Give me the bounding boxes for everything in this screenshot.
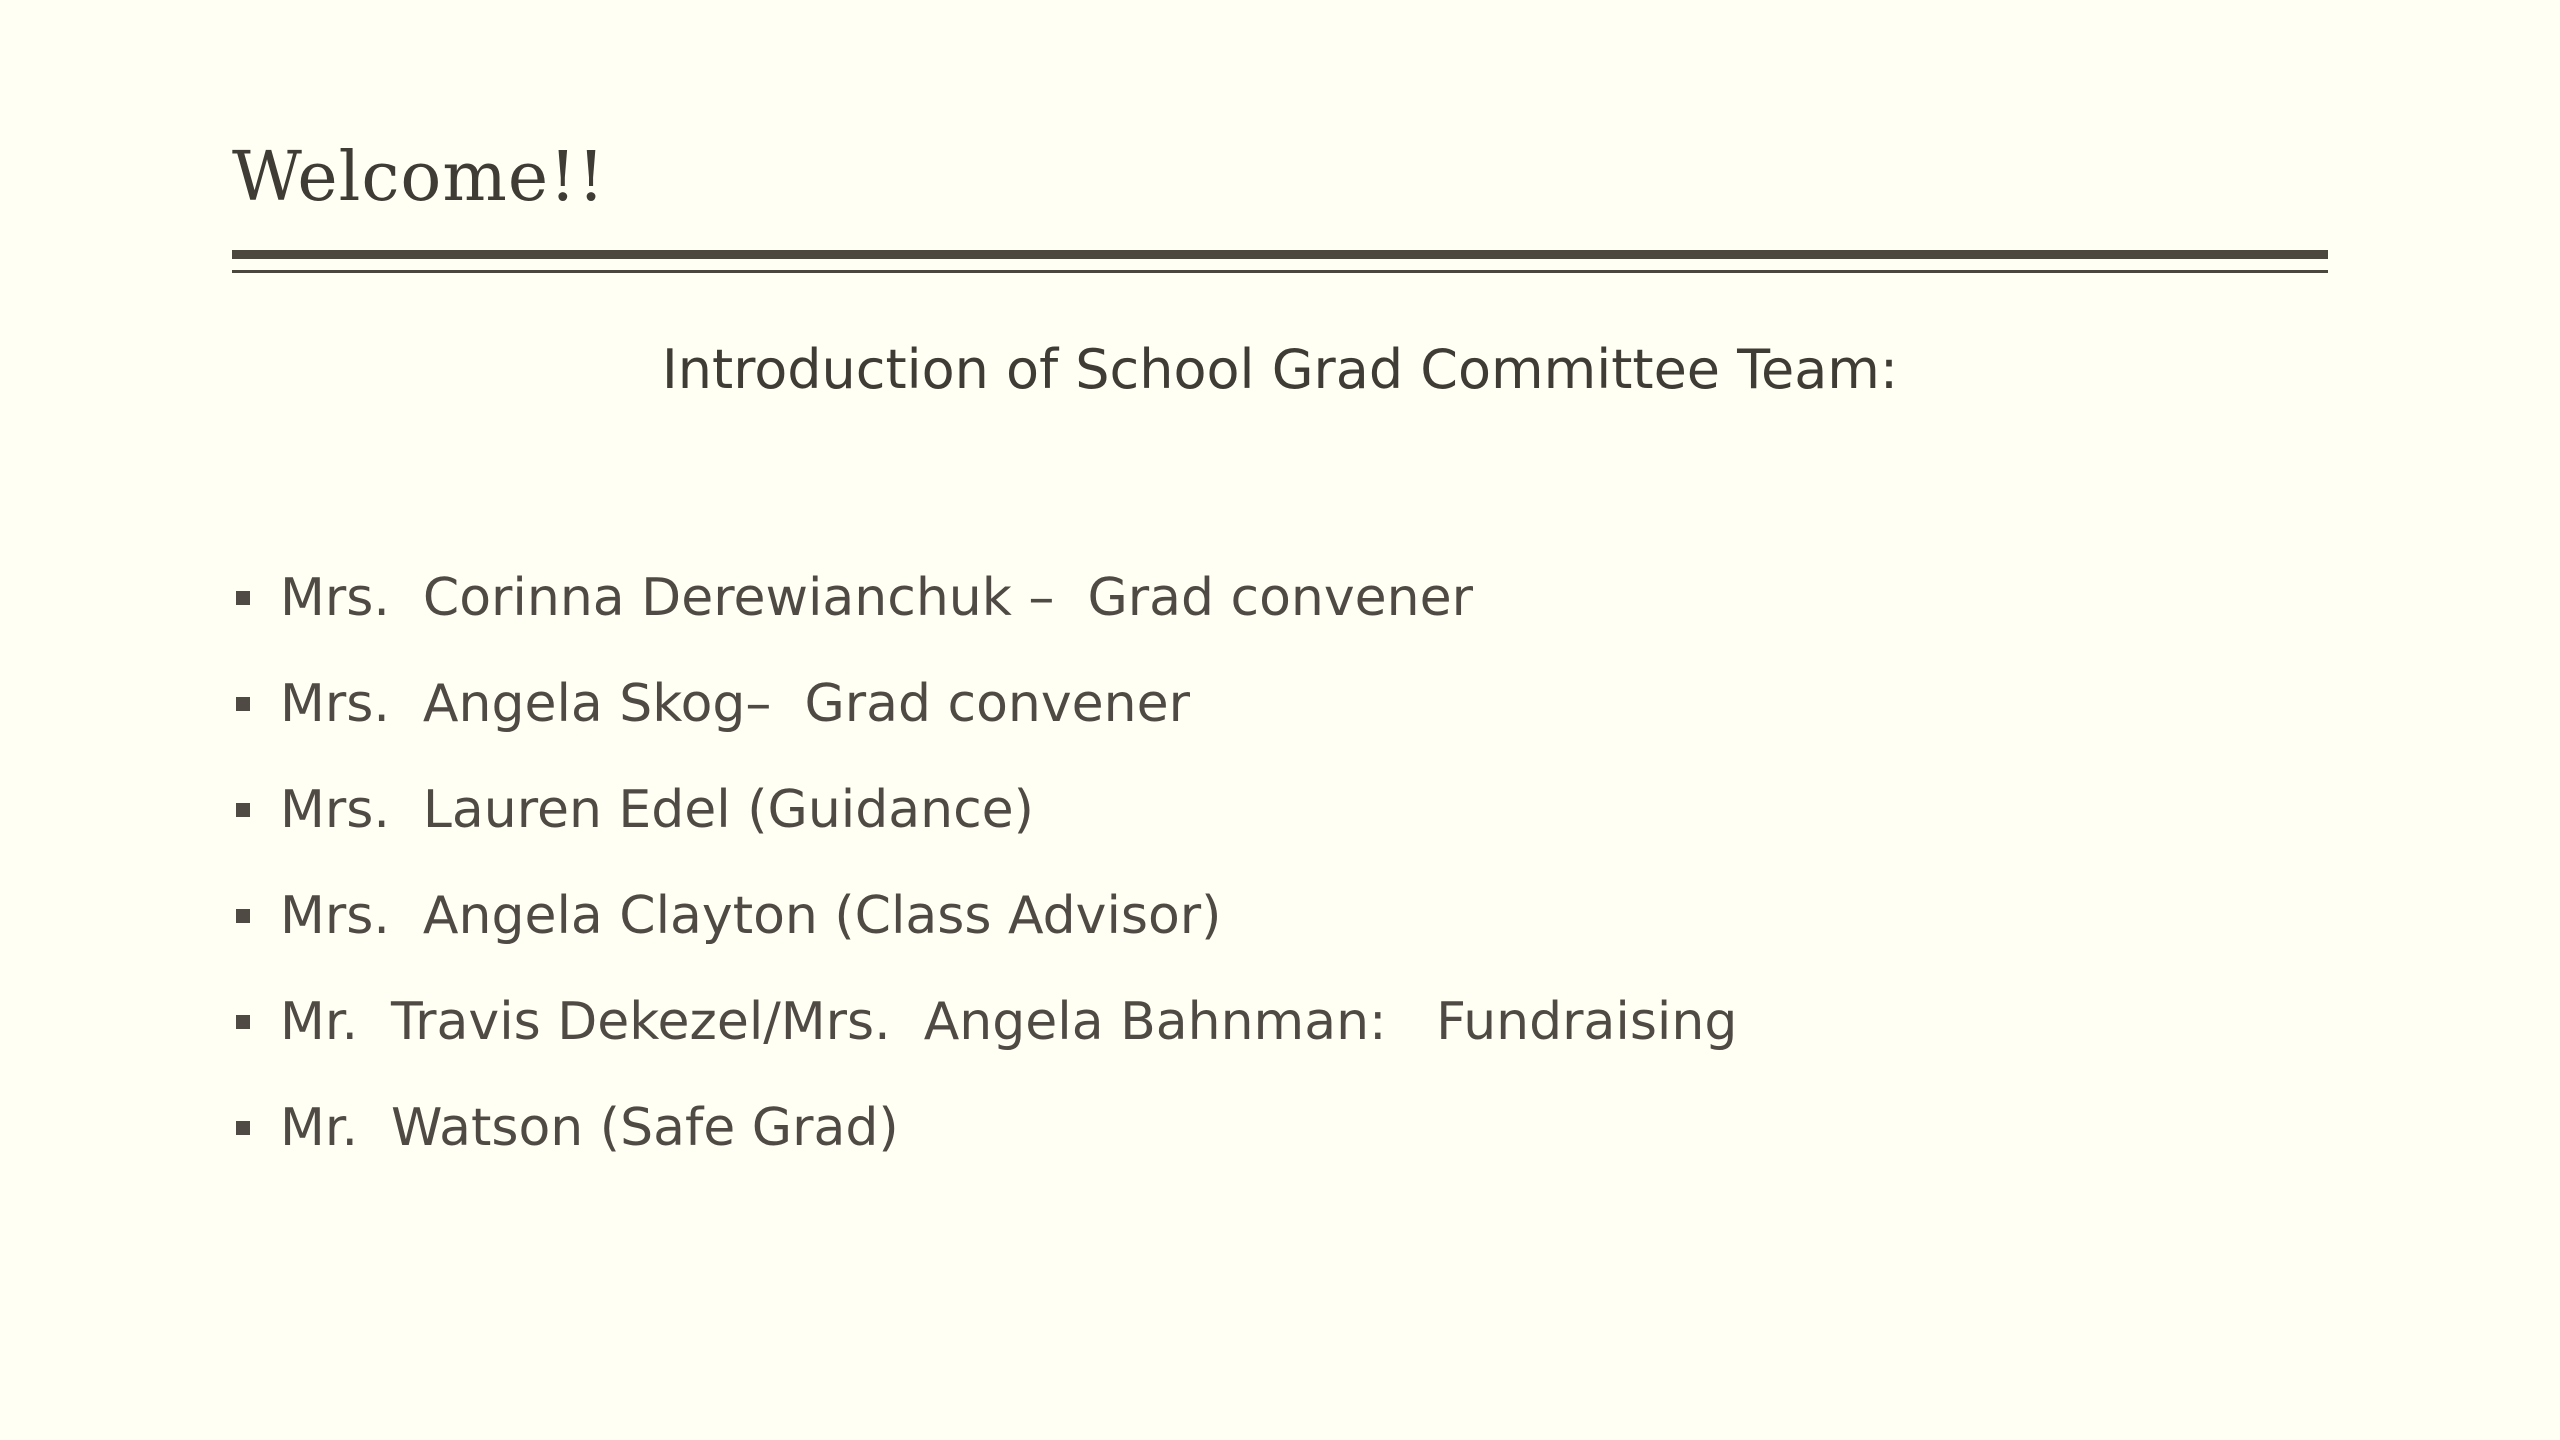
title-divider-thin xyxy=(232,270,2328,273)
bullet-icon xyxy=(236,1015,250,1029)
slide-subtitle: Introduction of School Grad Committee Team: xyxy=(661,338,1899,401)
list-item-text: Mrs. Lauren Edel (Guidance) xyxy=(280,780,1034,840)
list-item-text: Mrs. Corinna Derewianchuk – Grad convener xyxy=(280,568,1473,628)
title-divider-thick xyxy=(232,250,2328,259)
bullet-icon xyxy=(236,909,250,923)
slide-title: Welcome!! xyxy=(232,138,606,217)
list-item-text: Mrs. Angela Skog– Grad convener xyxy=(280,674,1190,734)
list-item-text: Mr. Travis Dekezel/Mrs. Angela Bahnman: Fundraising xyxy=(280,992,1738,1052)
list-item xyxy=(232,969,1737,1075)
list-item xyxy=(232,651,1737,757)
committee-list xyxy=(232,545,1737,1181)
bullet-icon xyxy=(236,591,250,605)
list-item-text: Mrs. Angela Clayton (Class Advisor) xyxy=(280,886,1222,946)
list-item xyxy=(232,1075,1737,1181)
list-item xyxy=(232,545,1737,651)
bullet-icon xyxy=(236,1121,250,1135)
bullet-icon xyxy=(236,697,250,711)
list-item-text: Mr. Watson (Safe Grad) xyxy=(280,1098,899,1158)
list-item xyxy=(232,757,1737,863)
list-item xyxy=(232,863,1737,969)
bullet-icon xyxy=(236,803,250,817)
